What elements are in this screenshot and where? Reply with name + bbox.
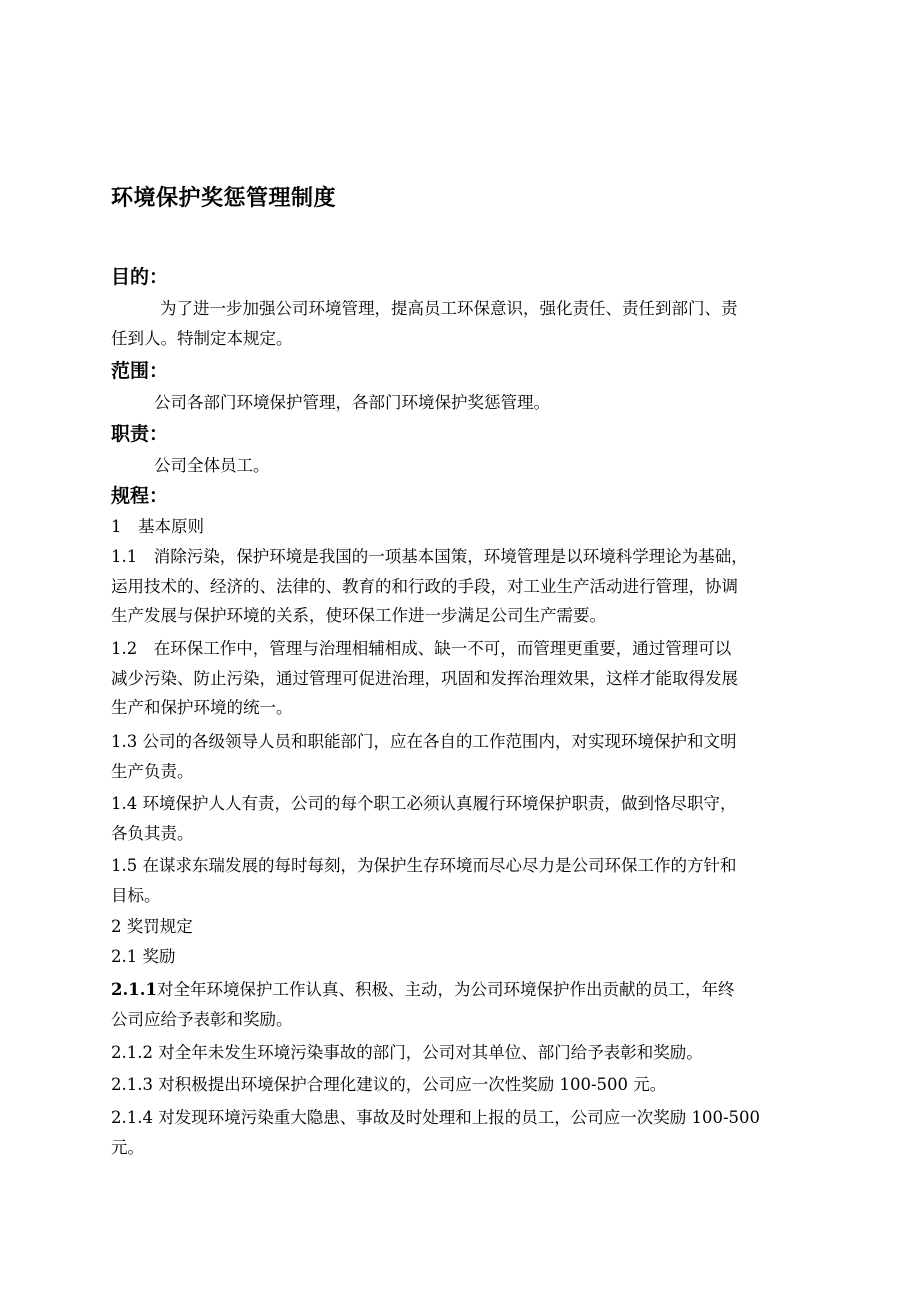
clause-number: 2.1.1 [111,980,157,999]
procedure-heading: 规程： [111,485,169,507]
duty-heading: 职责： [111,423,169,445]
procedure-line: 生产负责。 [111,762,194,781]
procedure-line [111,976,734,1000]
duty-line: 公司全体员工。 [154,456,270,475]
procedure-line: 公司应给予表彰和奖励。 [111,1010,293,1029]
procedure-line: 1.3 公司的各级领导人员和职能部门，应在各自的工作范围内，对实现环境保护和文明 [111,732,737,751]
procedure-line: 2.1.4 对发现环境污染重大隐患、事故及时处理和上报的员工，公司应一次奖励 100-500 [111,1108,761,1127]
procedure-line: 2.1.3 对积极提出环境保护合理化建议的，公司应一次性奖励 100-500 元。 [111,1075,667,1094]
procedure-line: 生产发展与保护环境的关系，使环保工作进一步满足公司生产需要。 [111,606,606,625]
procedure-line: 2.1 奖励 [111,947,176,966]
scope-heading: 范围： [111,360,169,382]
purpose-line: 任到人。特制定本规定。 [111,329,293,348]
procedure-line: 1.5 在谋求东瑞发展的每时每刻，为保护生存环境而尽心尽力是公司环保工作的方针和 [111,856,737,875]
procedure-line: 元。 [111,1138,144,1157]
procedure-line: 目标。 [111,886,161,905]
procedure-line: 各负其责。 [111,824,194,843]
procedure-line: 1.4 环境保护人人有责，公司的每个职工必须认真履行环境保护职责，做到恪尽职守， [111,794,737,813]
purpose-line: 为了进一步加强公司环境管理，提高员工环保意识，强化责任、责任到部门、责 [160,299,738,318]
procedure-line: 2.1.2 对全年未发生环境污染事故的部门，公司对其单位、部门给予表彰和奖励。 [111,1043,703,1062]
procedure-line: 1.2 在环保工作中，管理与治理相辅相成、缺一不可，而管理更重要，通过管理可以 [111,639,732,658]
purpose-heading: 目的： [111,266,169,288]
procedure-line: 1 基本原则 [111,517,204,536]
procedure-line: 1.1 消除污染，保护环境是我国的一项基本国策，环境管理是以环境科学理论为基础， [111,547,748,566]
procedure-line: 2 奖罚规定 [111,917,193,936]
procedure-line: 运用技术的、经济的、法律的、教育的和行政的手段，对工业生产活动进行管理，协调 [111,577,738,596]
scope-line: 公司各部门环境保护管理，各部门环境保护奖惩管理。 [154,393,550,412]
clause-text: 对全年环境保护工作认真、积极、主动，为公司环境保护作出贡献的员工，年终 [156,980,735,999]
procedure-line: 生产和保护环境的统一。 [111,698,293,717]
document-title: 环境保护奖惩管理制度 [111,186,337,211]
procedure-line: 减少污染、防止污染，通过管理可促进治理，巩固和发挥治理效果，这样才能取得发展 [111,669,738,688]
